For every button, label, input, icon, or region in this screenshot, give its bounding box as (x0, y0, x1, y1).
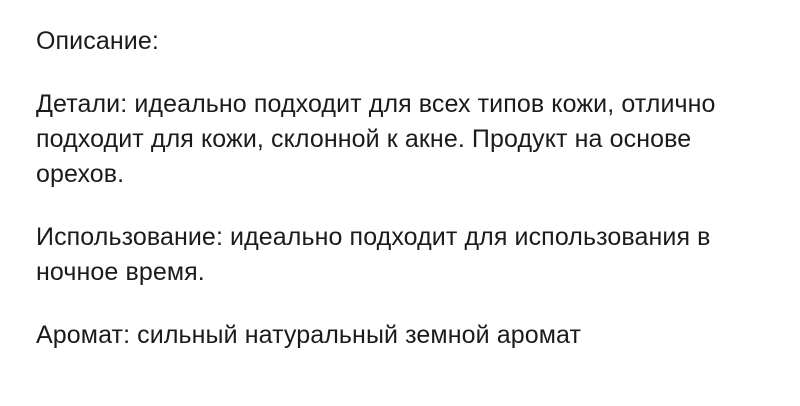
paragraph-usage: Использование: идеально подходит для использования в ночное время. (36, 223, 718, 286)
paragraph-description-heading: Описание: (36, 27, 159, 55)
paragraph-aroma: Аромат: сильный натуральный земной аромат (36, 321, 582, 349)
paragraph-details: Детали: идеально подходит для всех типов кожи, отлично подходит для кожи, склонной к акне. Продукт на основе орехов. (36, 90, 723, 188)
